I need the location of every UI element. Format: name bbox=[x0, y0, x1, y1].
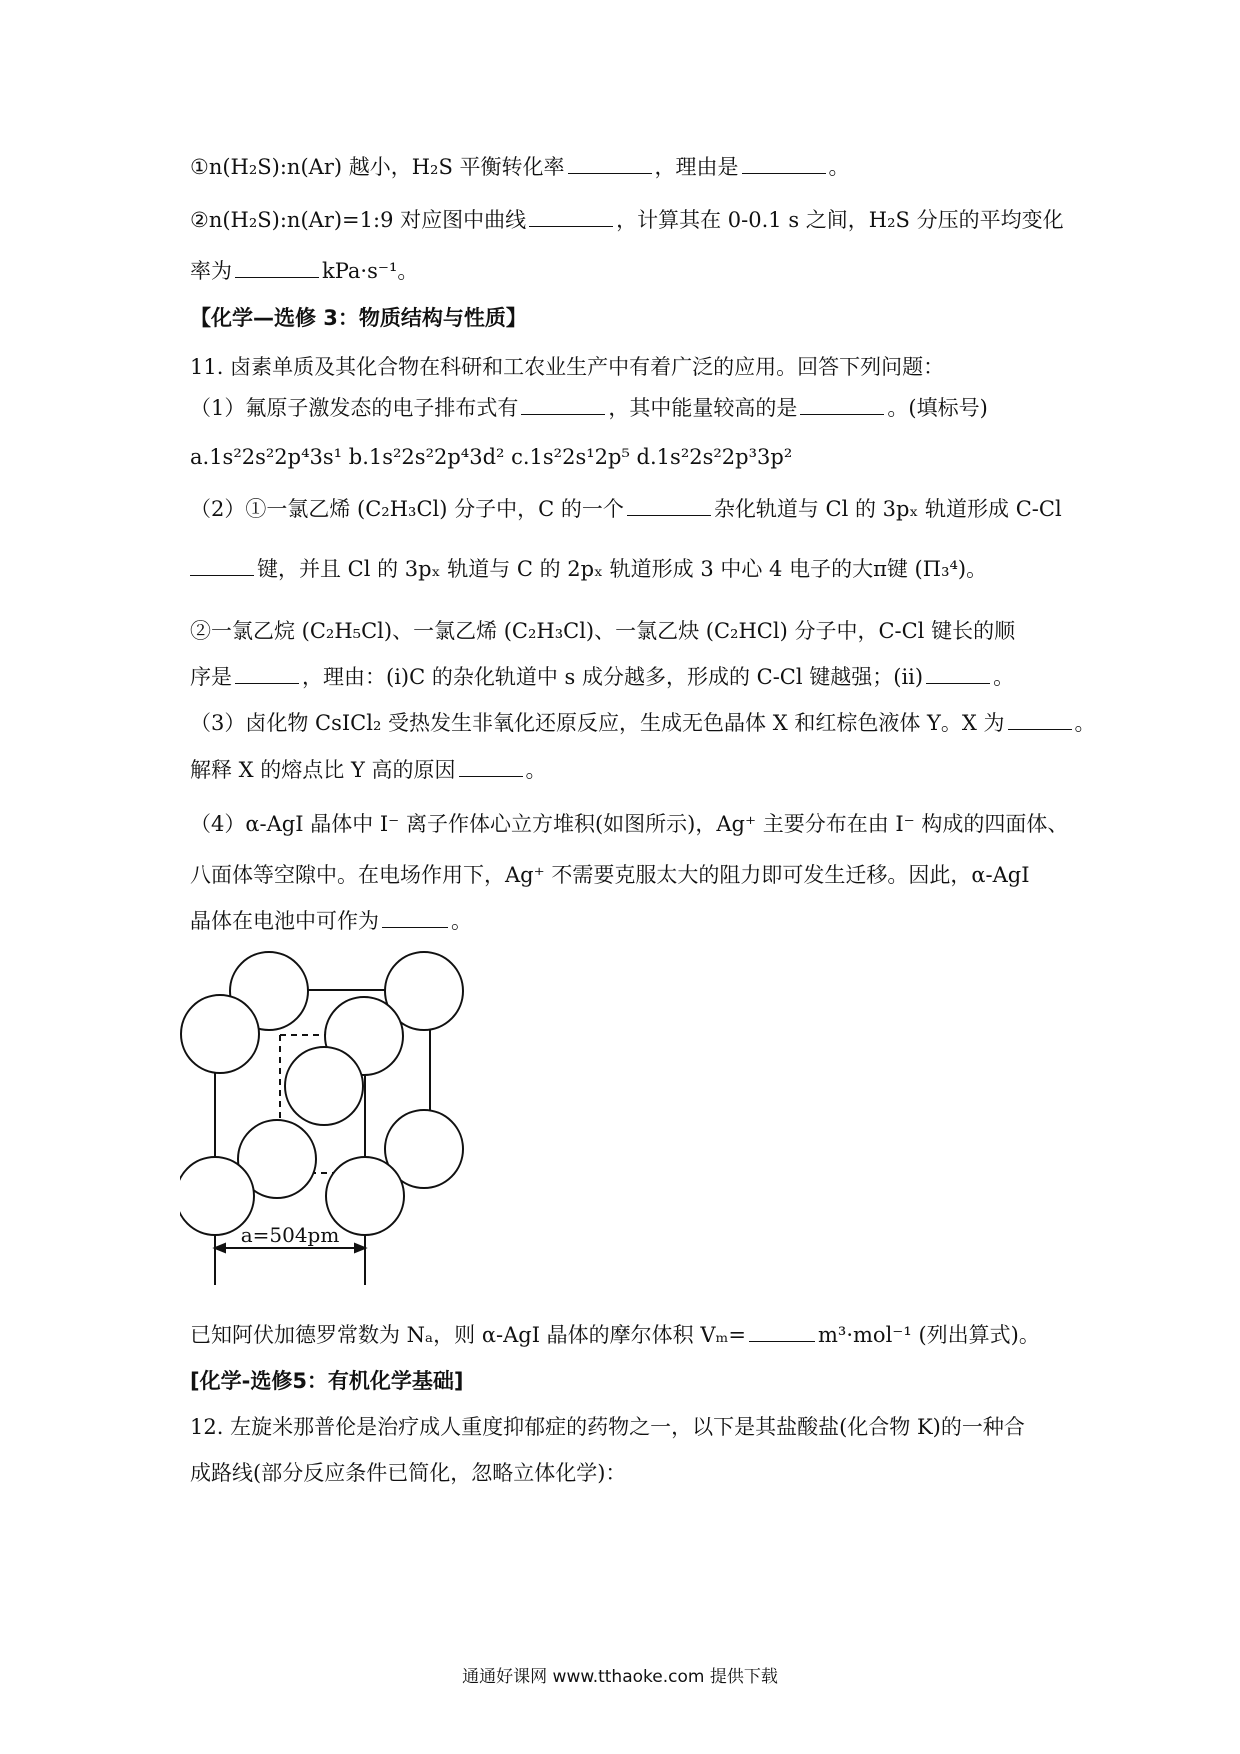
answer-blank[interactable] bbox=[459, 758, 523, 777]
q11-part2a: （2）①一氯乙烯 (C₂H₃Cl) 分子中，C 的一个 杂化轨道与 Cl 的 3pₓ 轨道形成 C-Cl bbox=[190, 497, 1062, 521]
answer-blank[interactable] bbox=[926, 665, 990, 684]
q11-part2d: 序是 ，理由：(i)C 的杂化轨道中 s 成分越多，形成的 C-Cl 键越强；(ii) 。 bbox=[190, 665, 1015, 689]
q12-line2: 成路线(部分反应条件已简化，忽略立体化学)： bbox=[190, 1461, 627, 1485]
q11-part1: （1）氟原子激发态的电子排布式有 ，其中能量较高的是 。(填标号) bbox=[190, 396, 988, 420]
q11-part4c: 晶体在电池中可作为 。 bbox=[190, 909, 472, 933]
answer-blank[interactable] bbox=[190, 557, 254, 576]
answer-blank[interactable] bbox=[627, 497, 711, 516]
answer-blank[interactable] bbox=[521, 396, 605, 415]
section3-title: 【化学—选修 3：物质结构与性质】 bbox=[190, 306, 527, 330]
lattice-constant-label: a=504pm bbox=[240, 1223, 340, 1247]
q11-part4d: 已知阿伏加德罗常数为 Nₐ，则 α-AgI 晶体的摩尔体积 Vₘ= m³·mol⁻¹ (列出算式)。 bbox=[190, 1323, 1040, 1347]
q10-item2-cont: 率为 kPa·s⁻¹。 bbox=[190, 259, 419, 283]
q11-intro: 11. 卤素单质及其化合物在科研和工农业生产中有着广泛的应用。回答下列问题： bbox=[190, 355, 945, 379]
q11-part2b: 键，并且 Cl 的 3pₓ 轨道与 C 的 2pₓ 轨道形成 3 中心 4 电子的大π键 (Π₃⁴)。 bbox=[190, 554, 987, 584]
answer-blank[interactable] bbox=[568, 155, 652, 174]
section5-title: [化学-选修5：有机化学基础] bbox=[190, 1369, 464, 1393]
q11-part3a: （3）卤化物 CsICl₂ 受热发生非氧化还原反应，生成无色晶体 X 和红棕色液体 Y。X 为 。 bbox=[190, 711, 1096, 735]
answer-blank[interactable] bbox=[742, 155, 826, 174]
answer-blank[interactable] bbox=[235, 259, 319, 278]
q11-part4a: （4）α-AgI 晶体中 I⁻ 离子作体心立方堆积(如图所示)，Ag⁺ 主要分布在由 I⁻ 构成的四面体、 bbox=[190, 812, 1069, 836]
answer-blank[interactable] bbox=[382, 909, 448, 928]
q10-item1: ①n(H₂S):n(Ar) 越小，H₂S 平衡转化率 ，理由是 。 bbox=[190, 155, 850, 179]
page-footer: 通通好课网 www.tthaoke.com 提供下载 bbox=[462, 1667, 778, 1687]
q11-part3b: 解释 X 的熔点比 Y 高的原因 。 bbox=[190, 758, 547, 782]
atom-circle bbox=[181, 995, 259, 1073]
answer-blank[interactable] bbox=[1008, 711, 1072, 730]
bcc-crystal-figure bbox=[180, 940, 540, 1300]
answer-blank[interactable] bbox=[800, 396, 884, 415]
answer-blank[interactable] bbox=[749, 1323, 815, 1342]
q11-part2c: ②一氯乙烷 (C₂H₅Cl)、一氯乙烯 (C₂H₃Cl)、一氯乙炔 (C₂HCl) 分子中，C-Cl 键长的顺 bbox=[190, 619, 1016, 643]
q11-part4b: 八面体等空隙中。在电场作用下，Ag⁺ 不需要克服太大的阻力即可发生迁移。因此，α-AgI bbox=[190, 863, 1030, 887]
q12-line1: 12. 左旋米那普伦是治疗成人重度抑郁症的药物之一，以下是其盐酸盐(化合物 K)的一种合 bbox=[190, 1415, 1025, 1439]
answer-blank[interactable] bbox=[529, 208, 613, 227]
atom-circle bbox=[285, 1047, 363, 1125]
q10-item2: ②n(H₂S):n(Ar)=1:9 对应图中曲线 ，计算其在 0-0.1 s 之间，H₂S 分压的平均变化 bbox=[190, 208, 1064, 232]
answer-blank[interactable] bbox=[235, 665, 299, 684]
q11-options: a.1s²2s²2p⁴3s¹ b.1s²2s²2p⁴3d² c.1s²2s¹2p⁵ d.1s²2s²2p³3p² bbox=[190, 445, 793, 469]
